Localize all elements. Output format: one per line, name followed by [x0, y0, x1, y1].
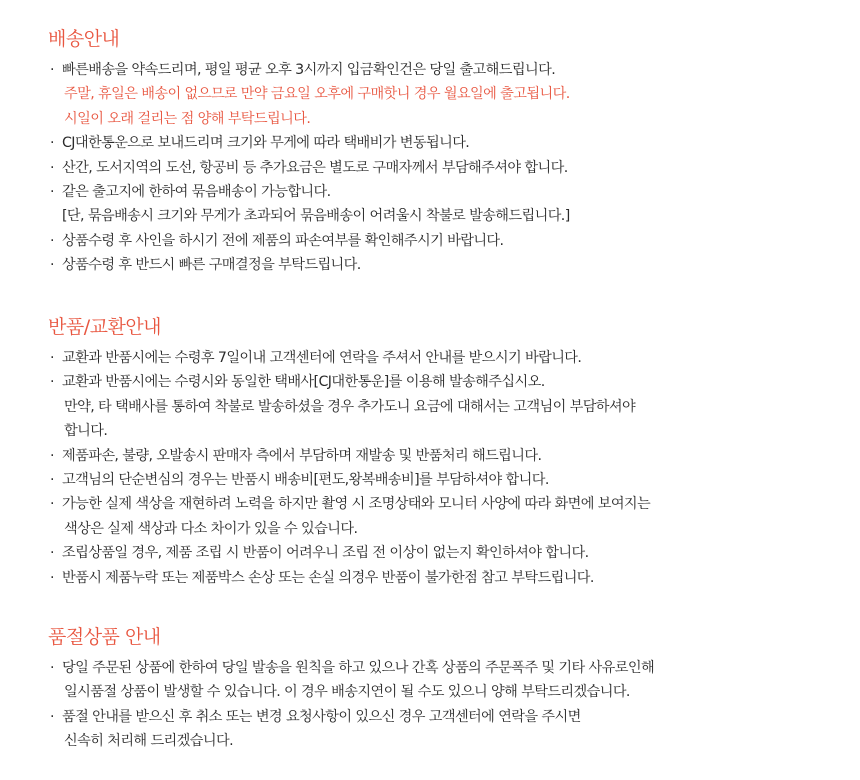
returns-section	[48, 312, 840, 590]
item-line: 조립상품일 경우, 제품 조립 시 반품이 어려우니 조립 전 이상이 없는지 확인하셔야 합니다.	[62, 545, 589, 562]
bullet: ·	[50, 472, 54, 489]
shipping-section	[48, 24, 840, 278]
returns-item-3	[48, 444, 840, 468]
returns-item-7	[48, 566, 840, 590]
shipping-item-3	[48, 156, 840, 180]
shipping-item-2	[48, 131, 840, 155]
returns-item-2	[48, 370, 840, 443]
bullet: ·	[50, 660, 54, 676]
item-line: 색상은 실제 색상과 다소 차이가 있을 수 있습니다.	[64, 520, 358, 537]
item-line-highlight: 주말, 휴일은 배송이 없으므로 만약 금요일 오후에 구매핫니 경우 월요일에 출고됩니다.	[64, 86, 570, 103]
item-line: 교환과 반품시에는 수령후 7일이내 고객센터에 연락을 주셔서 안내를 받으시기 바랍니다.	[62, 350, 582, 366]
soldout-item-2	[48, 705, 840, 754]
returns-item-6	[48, 541, 840, 565]
shipping-item-4	[48, 180, 840, 229]
shipping-item-1	[48, 58, 840, 131]
bullet: ·	[50, 374, 54, 391]
returns-title: 반품/교환안내	[48, 316, 162, 338]
item-line: 고객님의 단순변심의 경우는 반품시 배송비[편도,왕복배송비]를 부담하셔야 합니다.	[62, 472, 549, 489]
bullet: ·	[50, 545, 54, 562]
returns-item-1	[48, 346, 840, 370]
item-line: 빠른배송을 약속드리며, 평일 평균 오후 3시까지 입금확인건은 당일 출고해드립니다.	[62, 62, 556, 78]
bullet: ·	[50, 708, 54, 725]
bullet: ·	[50, 159, 54, 176]
bullet: ·	[50, 447, 54, 464]
item-line: 신속히 처리해 드리겠습니다.	[64, 733, 233, 750]
soldout-item-1	[48, 656, 840, 705]
item-line: 가능한 실제 색상을 재현하려 노력을 하지만 촬영 시 조명상태와 모니터 사양에 따라 화면에 보여지는	[62, 496, 651, 513]
item-line: [단, 묶음배송시 크기와 무게가 초과되어 묶음배송이 어려울시 착불로 발송해드립니다.]	[62, 208, 570, 225]
item-line: 상품수령 후 반드시 빠른 구매결정을 부탁드립니다.	[62, 257, 361, 274]
bullet: ·	[50, 62, 54, 78]
bullet: ·	[50, 184, 54, 201]
item-line: 품절 안내를 받으신 후 취소 또는 변경 요청사항이 있으신 경우 고객센터에 연락을 주시면	[62, 708, 581, 725]
item-line: 만약, 타 택배사를 통하여 착불로 발송하셨을 경우 추가도니 요금에 대해서는 고객님이 부담하셔야	[64, 398, 636, 415]
item-line: 제품파손, 불량, 오발송시 판매자 측에서 부담하며 재발송 및 반품처리 해드립니다.	[62, 447, 542, 464]
item-line: 합니다.	[64, 423, 108, 440]
soldout-section	[48, 622, 840, 754]
returns-item-5	[48, 492, 840, 541]
soldout-title: 품절상품 안내	[48, 626, 161, 648]
shipping-title: 배송안내	[48, 28, 120, 50]
bullet: ·	[50, 569, 54, 586]
bullet: ·	[50, 496, 54, 513]
bullet: ·	[50, 257, 54, 274]
bullet: ·	[50, 232, 54, 249]
item-line: 일시품절 상품이 발생할 수 있습니다. 이 경우 배송지연이 될 수도 있으니 양해 부탁드리겠습니다.	[64, 684, 630, 701]
returns-item-4	[48, 468, 840, 492]
item-line: 같은 출고지에 한하여 묶음배송이 가능합니다.	[62, 184, 331, 201]
item-line-highlight: 시일이 오래 걸리는 점 양해 부탁드립니다.	[64, 110, 311, 127]
bullet: ·	[50, 350, 54, 366]
item-line: 교환과 반품시에는 수령시와 동일한 택배사[CJ대한통운]를 이용해 발송해주십시오.	[62, 374, 545, 391]
item-line: 상품수령 후 사인을 하시기 전에 제품의 파손여부를 확인해주시기 바랍니다.	[62, 232, 504, 249]
item-line: CJ대한통운으로 보내드리며 크기와 무게에 따라 택배비가 변동됩니다.	[62, 135, 470, 152]
item-line: 당일 주문된 상품에 한하여 당일 발송을 원칙을 하고 있으나 간혹 상품의 주문폭주 및 기타 사유로인해	[62, 660, 655, 676]
item-line: 반품시 제품누락 또는 제품박스 손상 또는 손실 의경우 반품이 불가한점 참고 부탁드립니다.	[62, 569, 594, 586]
item-line: 산간, 도서지역의 도선, 항공비 등 추가요금은 별도로 구매자께서 부담해주셔야 합니다.	[62, 159, 568, 176]
shipping-item-5	[48, 229, 840, 253]
bullet: ·	[50, 135, 54, 152]
shipping-item-6	[48, 253, 840, 277]
